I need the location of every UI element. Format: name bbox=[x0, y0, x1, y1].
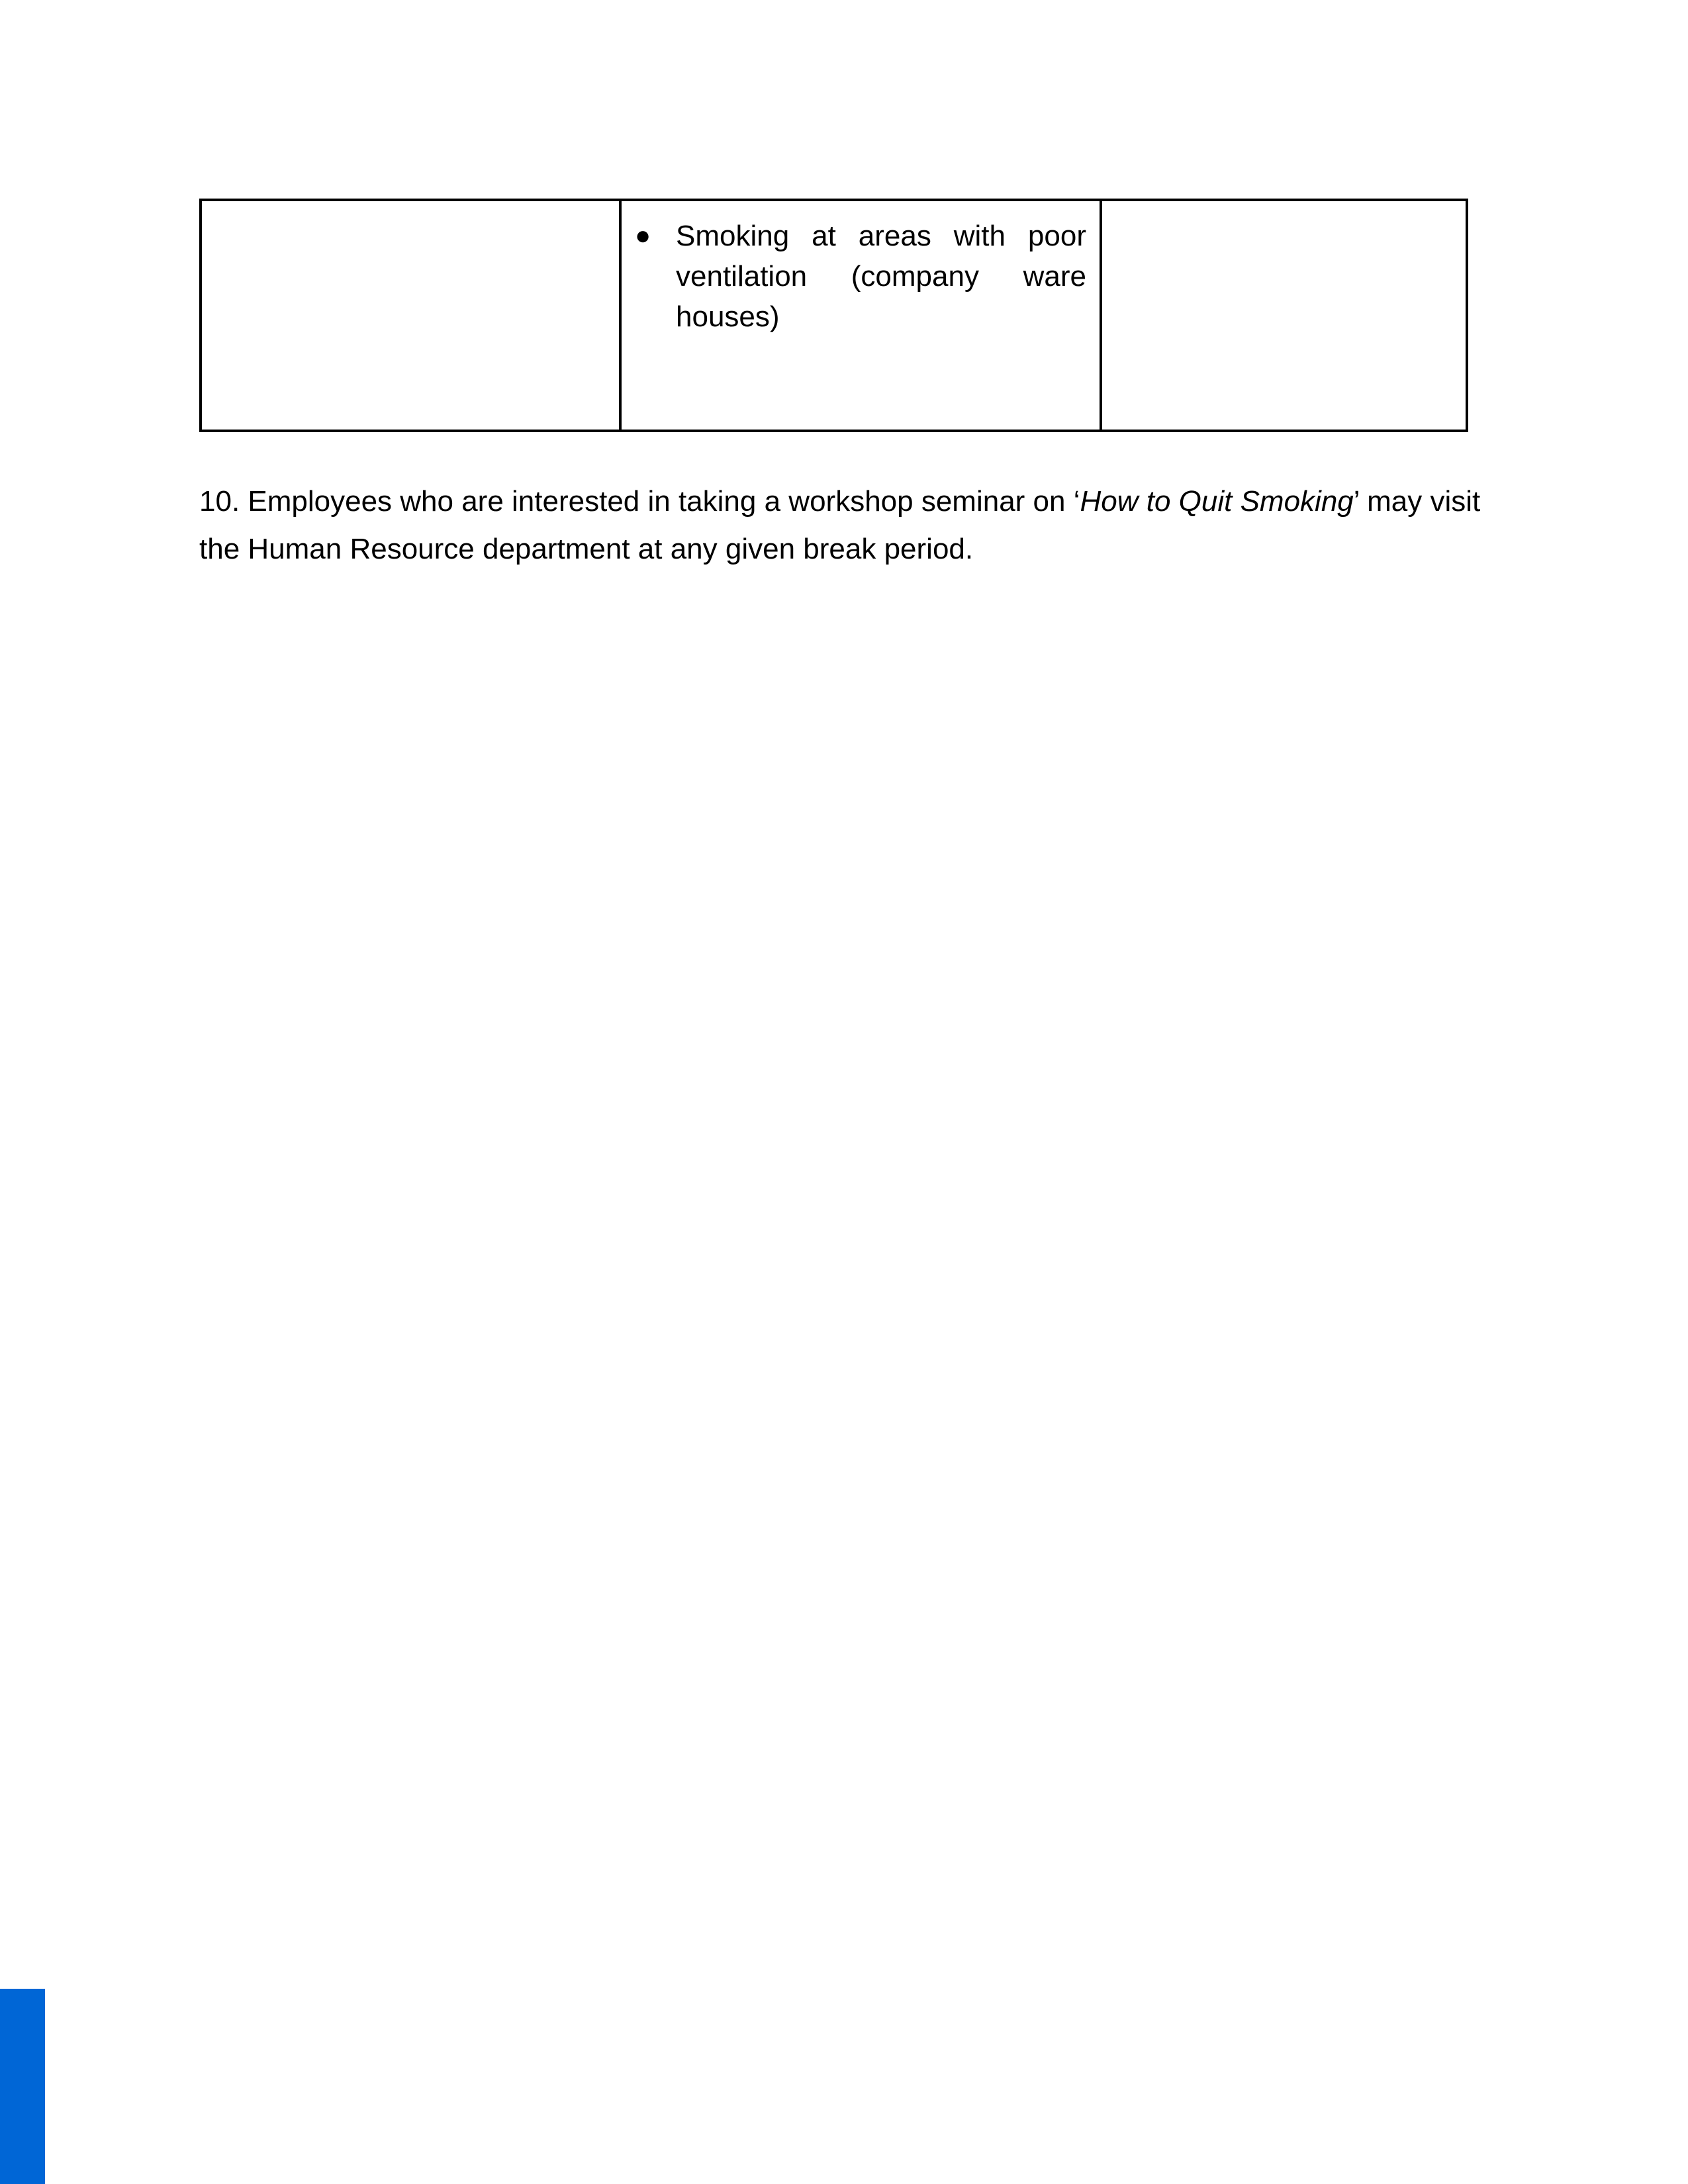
seminar-title: How to Quit Smoking bbox=[1080, 485, 1354, 518]
bullet-icon: ● bbox=[635, 221, 651, 250]
bullet-text: Smoking at areas with poor ventilation (company ware houses) bbox=[676, 220, 1086, 333]
table-cell-violations bbox=[620, 200, 1101, 431]
paragraph-suffix: ’ may visit the Human Resource department at any given break period. bbox=[199, 485, 1481, 565]
bullet-list bbox=[622, 201, 1100, 337]
table-cell-empty-right bbox=[1101, 200, 1467, 431]
paragraph-prefix: 10. Employees who are interested in taking a workshop seminar on ‘ bbox=[199, 485, 1080, 518]
accent-bar bbox=[0, 1989, 45, 2184]
policy-item-10 bbox=[199, 478, 1497, 573]
list-item bbox=[635, 216, 1086, 337]
table-row bbox=[201, 200, 1467, 431]
policy-table bbox=[199, 199, 1468, 432]
table-cell-empty-left bbox=[201, 200, 620, 431]
